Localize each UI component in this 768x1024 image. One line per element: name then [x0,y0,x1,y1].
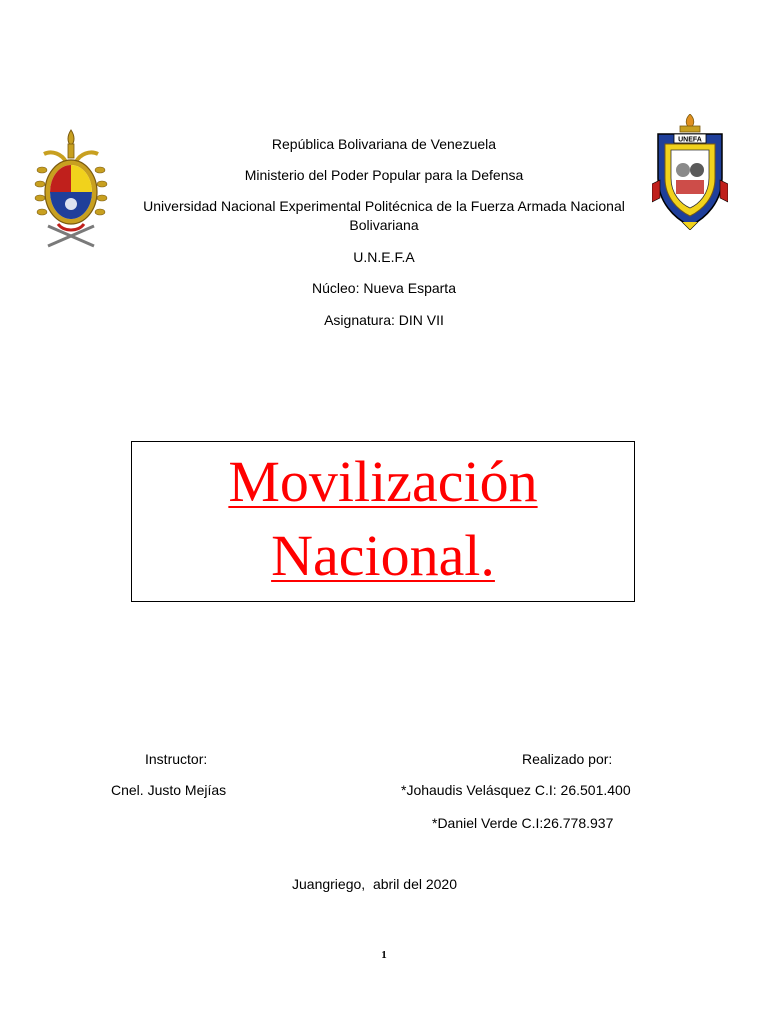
header-nucleus: Núcleo: Nueva Esparta [312,280,456,296]
instructor-label: Instructor: [145,751,208,767]
page-number: 1 [381,949,387,961]
title-line-1: Movilización [228,449,538,514]
unefa-banner-text: UNEFA [678,136,702,144]
header-republic: República Bolivariana de Venezuela [271,136,497,152]
instructor-name: Cnel. Justo Mejías [111,782,227,798]
authors-label: Realizado por: [522,751,613,767]
header-ministry: Ministerio del Poder Popular para la Defensa [244,167,524,183]
header-acronym: U.N.E.F.A [353,249,415,265]
author-2: *Daniel Verde C.I:26.778.937 [432,815,614,831]
title-line-2: Nacional. [271,523,495,588]
place-date: Juangriego, abril del 2020 [292,876,458,892]
header-university-cont: Bolivariana [349,217,419,233]
header-subject: Asignatura: DIN VII [324,312,444,328]
header-university: Universidad Nacional Experimental Politécnica de la Fuerza Armada Nacional [143,198,625,214]
title-box [131,441,635,602]
author-1: *Johaudis Velásquez C.I: 26.501.400 [401,782,631,798]
